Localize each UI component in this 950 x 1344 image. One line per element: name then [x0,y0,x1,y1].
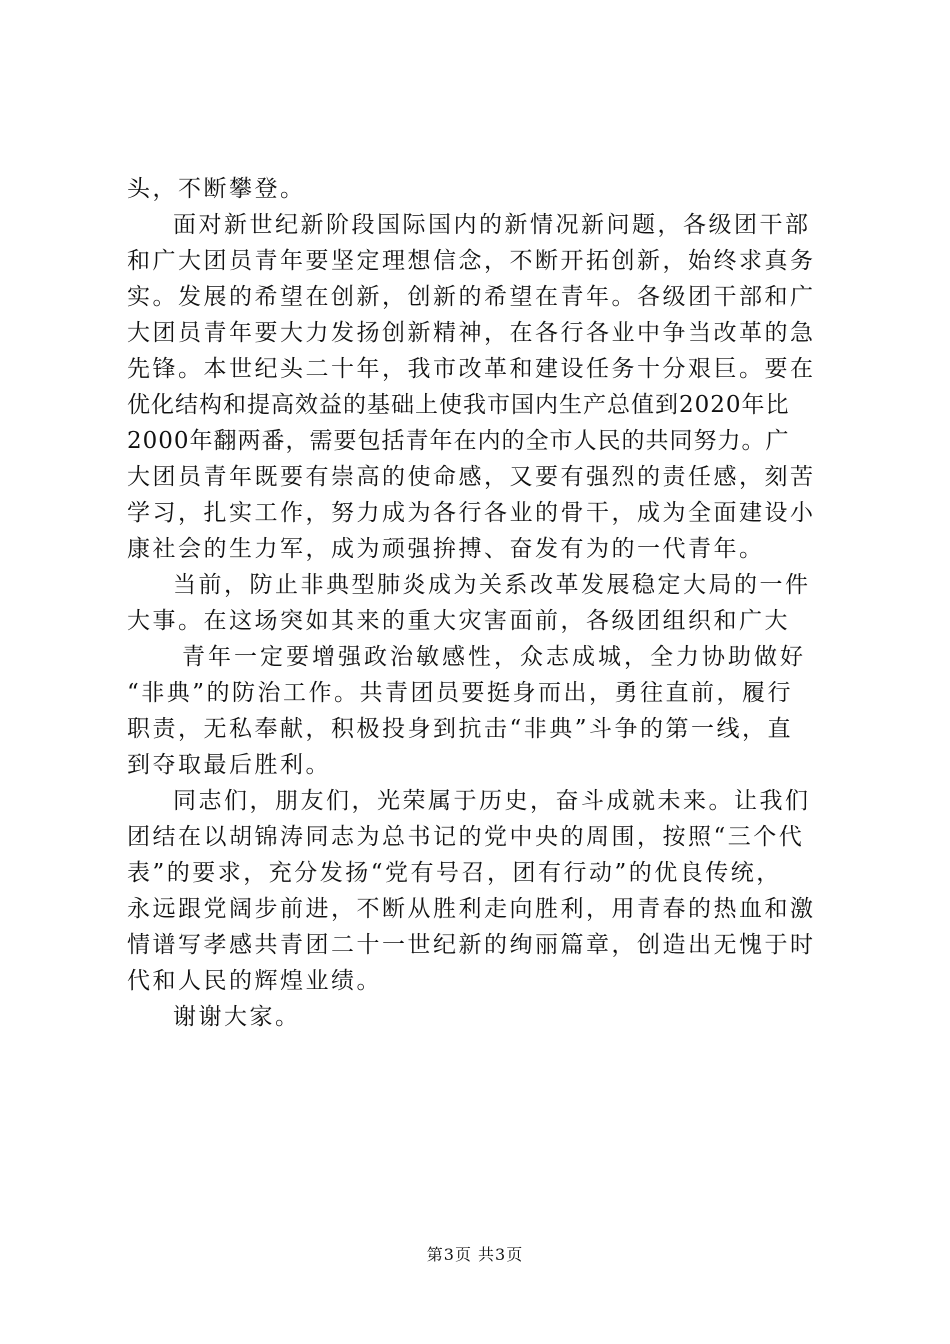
paragraph-start: 青年一定要增强政治敏感性，众志成城，全力协助做好 [182,644,806,670]
paragraph-start: 面对新世纪新阶段国际国内的新情况新问题，各级团干部 [173,212,811,238]
paragraph-start: 当前，防止非典型肺炎成为关系改革发展稳定大局的一件 [173,572,811,598]
text-line: 先锋。本世纪头二十年，我市改革和建设任务十分艰巨。要在 [127,356,816,382]
text-line: 康社会的生力军，成为顽强拚搏、奋发有为的一代青年。 [127,536,765,562]
paragraph-start: 谢谢大家。 [173,1004,301,1030]
text-line: 职责，无私奉献，积极投身到抗击“非典”斗争的第一线，直 [127,716,794,742]
text-line: 头，不断攀登。 [127,176,306,202]
text-line: 学习，扎实工作，努力成为各行各业的骨干，成为全面建设小 [127,500,816,526]
text-line: “非典”的防治工作。共青团员要挺身而出，勇往直前，履行 [127,680,794,706]
text-line: 情谱写孝感共青团二十一世纪新的绚丽篇章，创造出无愧于时 [127,932,816,958]
text-line: 团结在以胡锦涛同志为总书记的党中央的周围，按照“三个代 [127,824,805,850]
text-line: 大团员青年既要有崇高的使命感，又要有强烈的责任感，刻苦 [127,464,816,490]
text-line: 优化结构和提高效益的基础上使我市国内生产总值到2020年比 [127,392,790,418]
text-line: 大事。在这场突如其来的重大灾害面前，各级团组织和广大 [127,608,790,634]
text-line: 代和人民的辉煌业绩。 [127,968,382,994]
document-body [127,171,831,1035]
text-line: 到夺取最后胜利。 [127,752,331,778]
paragraph-start: 同志们，朋友们，光荣属于历史，奋斗成就未来。让我们 [173,788,811,814]
text-line: 永远跟党阔步前进，不断从胜利走向胜利，用青春的热血和激 [127,896,816,922]
text-line: 大团员青年要大力发扬创新精神，在各行各业中争当改革的急 [127,320,816,346]
text-line: 2000年翻两番，需要包括青年在内的全市人民的共同努力。广 [127,428,790,454]
text-line: 表”的要求，充分发扬“党有号召，团有行动”的优良传统， [127,860,782,886]
page-number: 第3页 共3页 [426,1245,524,1264]
text-line: 实。发展的希望在创新，创新的希望在青年。各级团干部和广 [127,284,816,310]
text-line: 和广大团员青年要坚定理想信念，不断开拓创新，始终求真务 [127,248,816,274]
page-footer [0,1244,950,1266]
